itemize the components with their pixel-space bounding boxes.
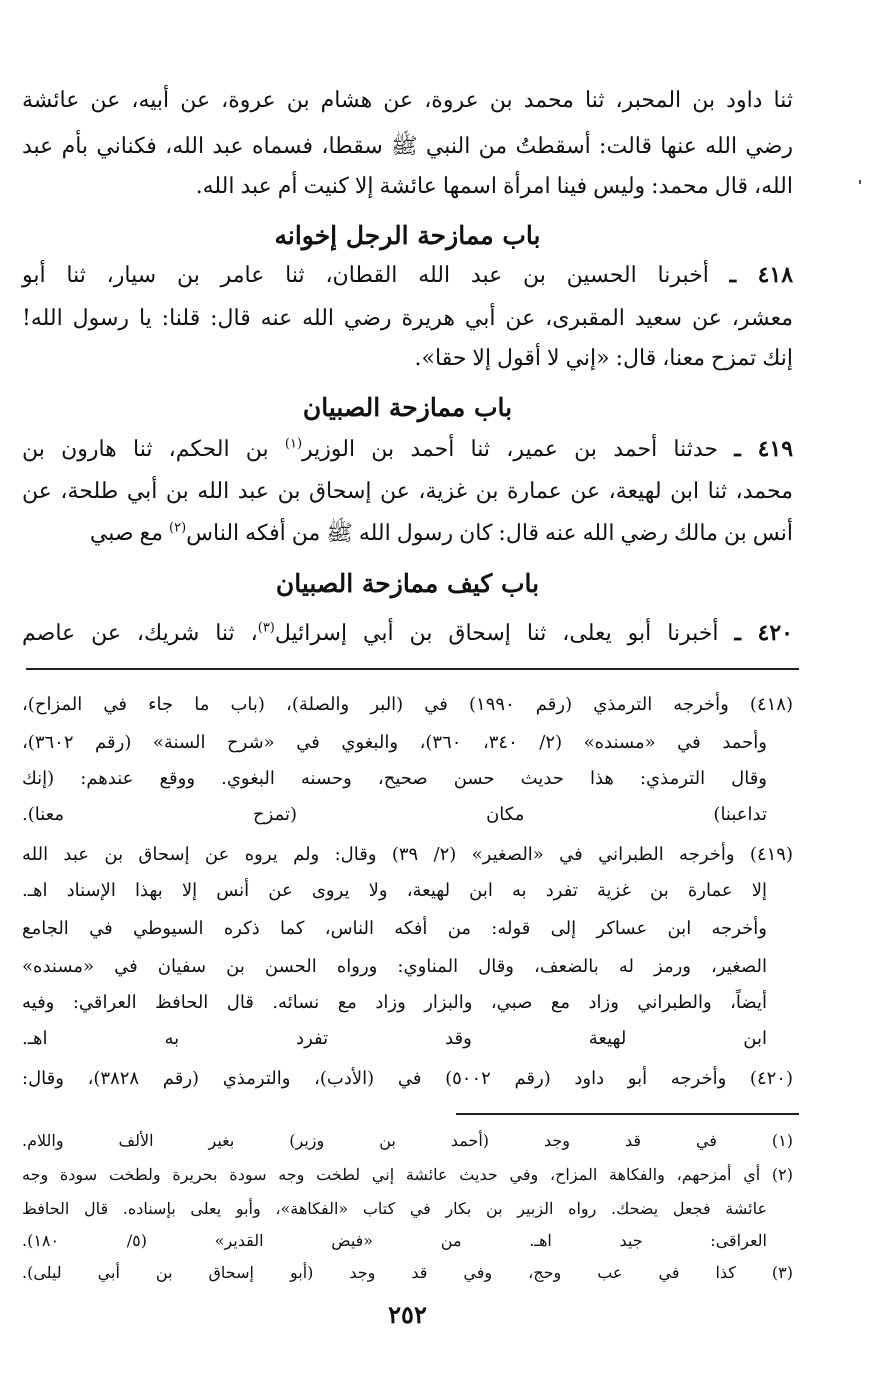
text-line: ثنا داود بن المحبر، ثنا محمد بن عروة، عن هشام بن عروة، عن أبيه، عن عائشة [22,88,793,113]
note-line: وأخرجه ابن عساكر إلى قوله: من أفكه الناس، كما ذكره السيوطي في الجامع [22,918,767,939]
note-line: الصغير، ورمز له بالضعف، وقال المناوي: ورواه الحسن بن سفيان في «مسنده» [22,956,767,977]
scan-mark [859,180,861,184]
text-line: أنس بن مالك رضي الله عنه قال: كان رسول الله ﷺ من أفكه الناس$^{(٢)}$ مع صبي [89,520,793,546]
note-419: (٤١٩) وأخرجه الطبراني في «الصغير» (٢/ ٣٩) وقال: ولم يروه عن إسحاق بن عبد الله [22,844,793,865]
page-number: ٢٥٢ [388,1300,427,1329]
section-heading: باب ممازحة الصبيان [302,393,513,422]
footnote-ref: (١) [284,436,303,452]
note-line: أيضاً، والطبراني وزاد مع صبي، والبزار وزاد مع نسائه. قال الحافظ العراقي: وفيه [22,992,767,1013]
note-line: تداعبنا) مكان (تمزح معنا). [22,804,767,825]
section-heading: باب كيف ممازحة الصبيان [275,569,540,598]
footnote-line: العراقى: جيد اهـ. من «فيض القدير» (٥/ ١٨٠). [22,1231,767,1250]
notes-divider [26,668,799,670]
text-line: محمد، ثنا ابن لهيعة، عن عمارة بن غزية، عن إسحاق بن عبد الله بن أبي طلحة، عن [22,479,793,504]
hadith-number: ٤١٨ ـ [729,262,794,288]
footnote-ref: (٢) [169,520,187,536]
footnote-1: (١) في قد وجد (أحمد بن وزير) بغير الألف واللام. [22,1131,793,1150]
section-heading: باب ممازحة الرجل إخوانه [274,221,541,250]
hadith-number: ٤٢٠ ـ [734,620,793,646]
hadith-418-line: ٤١٨ ـ أخبرنا الحسين بن عبد الله القطان، ثنا عامر بن سيار، ثنا أبو [22,262,794,288]
footnote-3: (٣) كذا في عب وحج، وفي قد وجد (أبو إسحاق بن أبي ليلى). [22,1263,793,1282]
text-line: معشر، عن سعيد المقبرى، عن أبي هريرة رضي الله عنه قال: قلنا: يا رسول الله! [22,306,793,331]
footnotes-divider [456,1113,799,1115]
hadith-420-line: ٤٢٠ ـ أخبرنا أبو يعلى، ثنا إسحاق بن أبي إسرائيل$^{(٣)}$، ثنا شريك، عن عاصم [22,620,793,646]
note-line: إلا عمارة بن غزية تفرد به ابن لهيعة، ولا يروى عن أنس إلا بهذا الإسناد اهـ. [22,880,767,901]
note-418: (٤١٨) وأخرجه الترمذي (رقم ١٩٩٠) في (البر والصلة)، (باب ما جاء في المزاح)، [22,694,793,715]
text-line: رضي الله عنها قالت: أسقطتُ من النبي ﷺ سقطا، فسماه عبد الله، فكناني بأم عبد [22,134,793,159]
hadith-number: ٤١٩ ـ [734,436,794,462]
note-line: وقال الترمذي: هذا حديث حسن صحيح، وحسنه البغوي. ووقع عندهم: (إنك [22,768,767,789]
note-line: ابن لهيعة وقد تفرد به اهـ. [22,1028,767,1049]
note-420: (٤٢٠) وأخرجه أبو داود (رقم ٥٠٠٢) في (الأدب)، والترمذي (رقم ٣٨٢٨)، وقال: [22,1068,793,1089]
text-line: الله، قال محمد: وليس فينا امرأة اسمها عائشة إلا كنيت أم عبد الله. [195,174,793,199]
note-line: وأحمد في «مسنده» (٢/ ٣٤٠، ٣٦٠)، والبغوي في «شرح السنة» (رقم ٣٦٠٢)، [22,732,767,753]
text-line: إنك تمزح معنا، قال: «إني لا أقول إلا حقا». [414,346,793,371]
footnote-ref: (٣) [257,620,275,636]
hadith-419-line: ٤١٩ ـ حدثنا أحمد بن عمير، ثنا أحمد بن الوزير$^{(١)}$ بن الحكم، ثنا هارون بن [22,436,794,462]
footnote-2: (٢) أي أمزحهم، والفكاهة المزاح، وفي حديث عائشة إني لطخت وجه سودة بحريرة ولطخت سودة وجه [22,1165,794,1184]
book-page [22,0,793,1376]
footnote-line: عائشة فجعل يضحك. رواه الزبير بن بكار في كتاب «الفكاهة»، وأبو يعلى بإسناده. قال الحافظ [22,1199,768,1218]
